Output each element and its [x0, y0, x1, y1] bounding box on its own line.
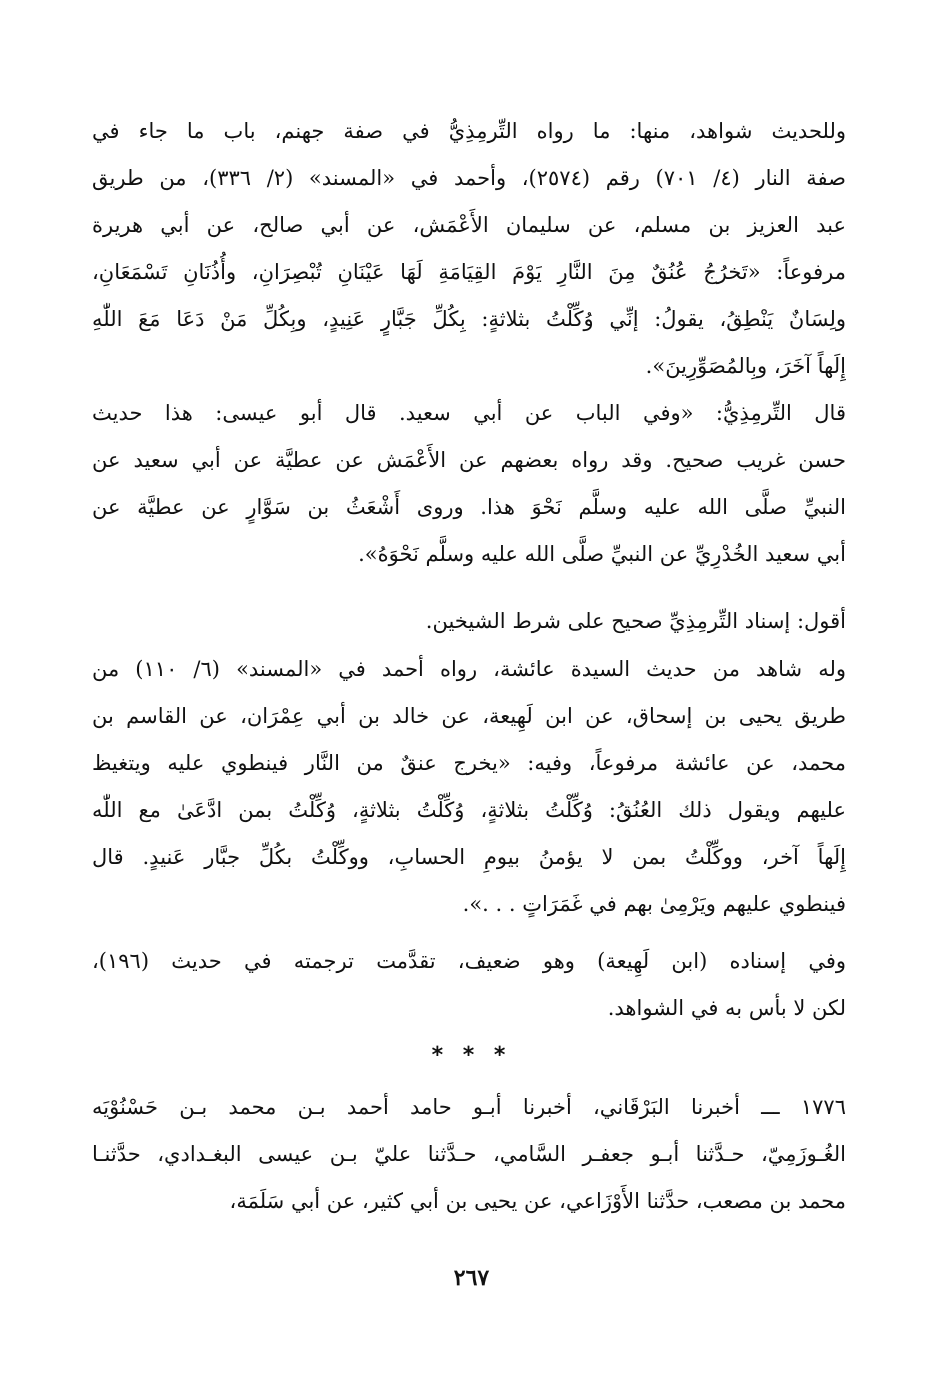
text-line: ١٧٧٦ ـــ أخبرنا البَرْقَاني، أخبرنا أبـو حامد أحمد بـن محمد بـن حَسْنُوْيَه — [92, 1095, 846, 1119]
text-line: أبي سعيد الخُدْرِيِّ عن النبيِّ صلَّى الله عليه وسلَّم نَحْوَهُ». — [358, 542, 846, 566]
text-line: محمد، عن عائشة مرفوعاً، وفيه: «يخرج عنقٌ من النَّار فينطوي عليه ويتغيظ — [92, 751, 846, 775]
text-line: أقول: إسناد التِّرمِذِيِّ صحيح على شرط الشيخين. — [425, 609, 846, 633]
text-line: الغُـوزَمِيّ، حـدَّثنا أبـو جعفـر السَّامي، حـدَّثنا عليّ بـن عيسى البغـدادي، حدَّثنـا — [92, 1142, 846, 1166]
paragraph-hadith-witnesses — [92, 108, 846, 390]
text-line: صفة النار (٤/ ٧٠١) رقم (٢٥٧٤)، وأحمد في «المسند» (٢/ ٣٣٦)، من طريق — [92, 166, 846, 190]
text-line: النبيِّ صلَّى الله عليه وسلَّم نَحْوَ هذا. وروى أَشْعَثُ بن سَوَّارٍ عن عطيَّة عن — [92, 495, 846, 519]
text-line: قال التِّرمِذِيُّ: «وفي الباب عن أبي سعيد. قال أبو عيسى: هذا حديث — [92, 401, 846, 425]
text-line: حسن غريب صحيح. وقد رواه بعضهم عن الأَعْمَش عن عطيَّة عن أبي سعيد عن — [92, 448, 846, 472]
text-line: محمد بن مصعب، حدَّثنا الأَوْزَاعي، عن يحيى بن أبي كثير، عن أبي سَلَمَة، — [229, 1189, 846, 1213]
text-line: وله شاهد من حديث السيدة عائشة، رواه أحمد في «المسند» (٦/ ١١٠) من — [92, 657, 846, 681]
paragraph-tirmidhi-quote — [92, 390, 846, 578]
text-line: طريق يحيى بن إسحاق، عن ابن لَهِيعة، عن خالد بن أبي عِمْرَان، عن القاسم بن — [92, 704, 846, 728]
paragraph-hadith-1776 — [92, 1084, 846, 1225]
text-line: عليهم ويقول ذلك العُنُقُ: وُكِّلْتُ بثلاثةٍ، وُكِّلْتُ بثلاثةٍ، وُكِّلْتُ بمن ادَّعَىٰ مع اللّٰه — [92, 798, 846, 822]
text-line: عبد العزيز بن مسلم، عن سليمان الأَعْمَش، عن أبي صالح، عن أبي هريرة — [92, 213, 846, 237]
text-line: ولِسَانٌ يَنْطِقُ، يقولُ: إنِّي وُكِّلْتُ بثلاثةٍ: بِكُلِّ جَبَّارٍ عَنِيدٍ، وبِكُلِّ مَنْ دَعَا مَعَ اللّٰهِ — [92, 307, 846, 331]
paragraph-aisha-witness — [92, 646, 846, 928]
text-line: فينطوي عليهم ويَرْمِىٰ بهم في غَمَرَاتٍ . . .». — [462, 892, 846, 916]
section-separator: * * * — [431, 1043, 512, 1068]
text-line: وللحديث شواهد، منها: ما رواه التِّرمِذِيُّ في صفة جهنم، باب ما جاء في — [92, 119, 846, 143]
text-line: إِلَهاً آخَرَ، وبِالمُصَوِّرِينَ». — [645, 354, 846, 378]
text-line: إِلَهاً آخر، ووكِّلْتُ بمن لا يؤمنُ بيومِ الحسابِ، ووكِّلْتُ بكُلِّ جبَّار عَنيدٍ. قال — [92, 845, 846, 869]
text-line: مرفوعاً: «تَخرُجُ عُنُقٌ مِنَ النَّارِ يَوْمَ القِيَامَةِ لَهَا عَيْنَانِ تُبْصِرَانِ، وأُذُنَانِ تَسْمَعَانِ، — [92, 260, 846, 284]
text-line: لكن لا بأس به في الشواهد. — [607, 996, 846, 1020]
paragraph-author-comment — [92, 598, 846, 645]
page-number: ٢٦٧ — [453, 1265, 490, 1291]
text-line: وفي إسناده (ابن لَهِيعة) وهو ضعيف، تقدَّمت ترجمته في حديث (١٩٦)، — [92, 949, 846, 973]
paragraph-chain-weakness — [92, 938, 846, 1032]
